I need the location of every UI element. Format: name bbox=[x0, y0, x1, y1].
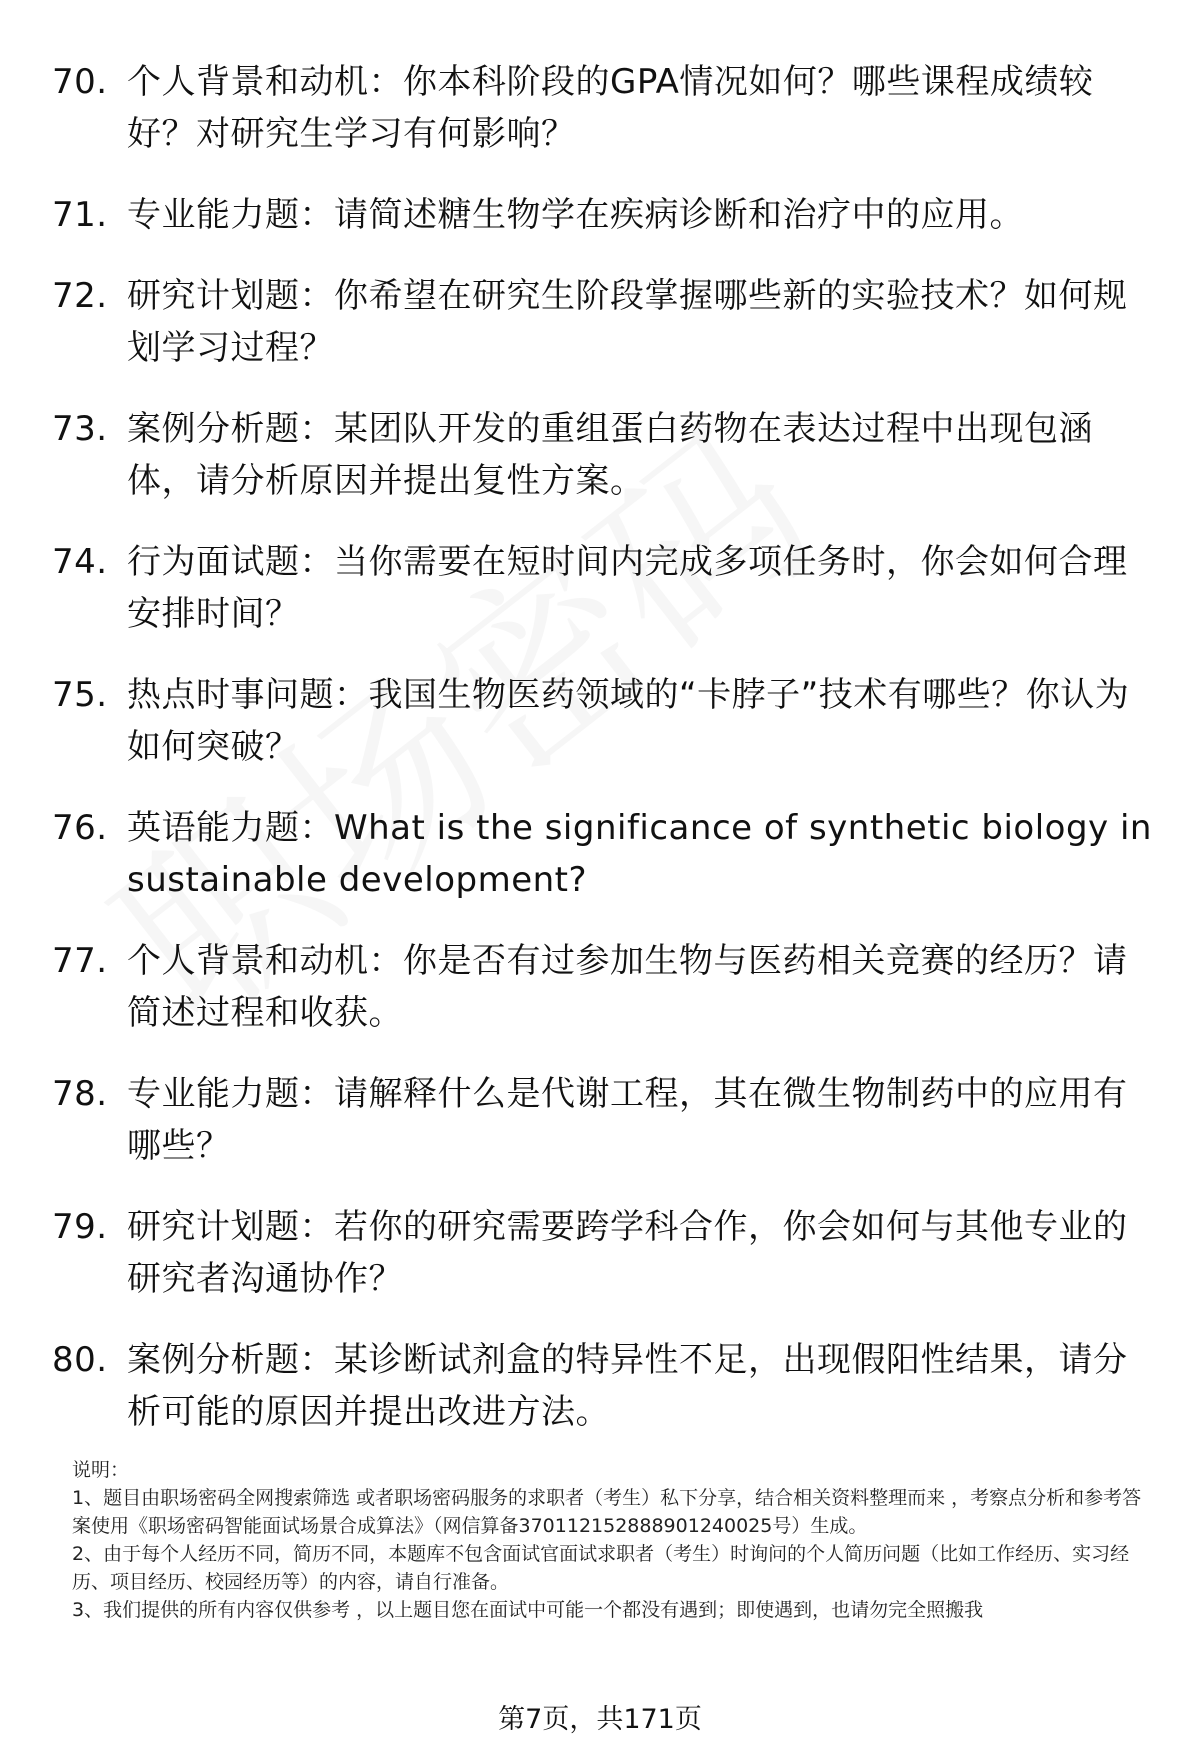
question-list bbox=[0, 56, 1200, 1467]
notes-section bbox=[72, 1456, 1152, 1624]
question-text: 专业能力题：请简述糖生物学在疾病诊断和治疗中的应用。 bbox=[127, 195, 1024, 235]
question-number: 73. bbox=[52, 409, 108, 449]
question-text: 英语能力题：What is the significance of synthetic biology in sustainable development? bbox=[127, 808, 1152, 900]
question-item bbox=[0, 802, 1200, 935]
question-text: 案例分析题：某诊断试剂盒的特异性不足，出现假阳性结果，请分析可能的原因并提出改进方法。 bbox=[127, 1340, 1128, 1432]
question-text: 热点时事问题：我国生物医药领域的“卡脖子”技术有哪些？你认为如何突破？ bbox=[127, 675, 1130, 767]
question-item bbox=[0, 1201, 1200, 1334]
note-item: 2、由于每个人经历不同，简历不同，本题库不包含面试官面试求职者（考生）时询问的个人简历问题（比如工作经历、实习经历、项目经历、校园经历等）的内容，请自行准备。 bbox=[72, 1543, 1130, 1593]
question-item bbox=[0, 1334, 1200, 1467]
page-number: 第7页，共171页 bbox=[498, 1704, 702, 1735]
question-text: 专业能力题：请解释什么是代谢工程，其在微生物制药中的应用有哪些？ bbox=[127, 1074, 1128, 1166]
page-footer bbox=[0, 1700, 1200, 1740]
question-text: 个人背景和动机：你本科阶段的GPA情况如何？哪些课程成绩较好？对研究生学习有何影响？ bbox=[127, 62, 1094, 154]
note-item: 3、我们提供的所有内容仅供参考 ，以上题目您在面试中可能一个都没有遇到；即使遇到，也请勿完全照搬我 bbox=[72, 1599, 984, 1621]
question-text: 研究计划题：若你的研究需要跨学科合作，你会如何与其他专业的研究者沟通协作？ bbox=[127, 1207, 1128, 1299]
question-item bbox=[0, 1068, 1200, 1201]
question-text: 研究计划题：你希望在研究生阶段掌握哪些新的实验技术？如何规划学习过程？ bbox=[127, 276, 1128, 368]
question-number: 78. bbox=[52, 1074, 108, 1114]
question-number: 74. bbox=[52, 542, 108, 582]
question-number: 71. bbox=[52, 195, 108, 235]
question-number: 70. bbox=[52, 62, 108, 102]
note-item: 1、题目由职场密码全网搜索筛选 或者职场密码服务的求职者（考生）私下分享，结合相关资料整理而来 ，考察点分析和参考答案使用《职场密码智能面试场景合成算法》（网信算备370112152888901240025号）生成。 bbox=[72, 1487, 1142, 1537]
question-text: 案例分析题：某团队开发的重组蛋白药物在表达过程中出现包涵体，请分析原因并提出复性方案。 bbox=[127, 409, 1093, 501]
question-number: 77. bbox=[52, 941, 108, 981]
question-item bbox=[0, 536, 1200, 669]
question-text: 个人背景和动机：你是否有过参加生物与医药相关竞赛的经历？请简述过程和收获。 bbox=[127, 941, 1128, 1033]
question-item bbox=[0, 403, 1200, 536]
question-number: 75. bbox=[52, 675, 108, 715]
question-item bbox=[0, 56, 1200, 189]
notes-heading: 说明： bbox=[72, 1459, 130, 1481]
question-number: 80. bbox=[52, 1340, 108, 1380]
question-item bbox=[0, 669, 1200, 802]
question-item bbox=[0, 270, 1200, 403]
question-item bbox=[0, 189, 1200, 270]
question-text: 行为面试题：当你需要在短时间内完成多项任务时，你会如何合理安排时间？ bbox=[127, 542, 1128, 634]
question-number: 76. bbox=[52, 808, 108, 848]
question-number: 72. bbox=[52, 276, 108, 316]
question-item bbox=[0, 935, 1200, 1068]
question-number: 79. bbox=[52, 1207, 108, 1247]
